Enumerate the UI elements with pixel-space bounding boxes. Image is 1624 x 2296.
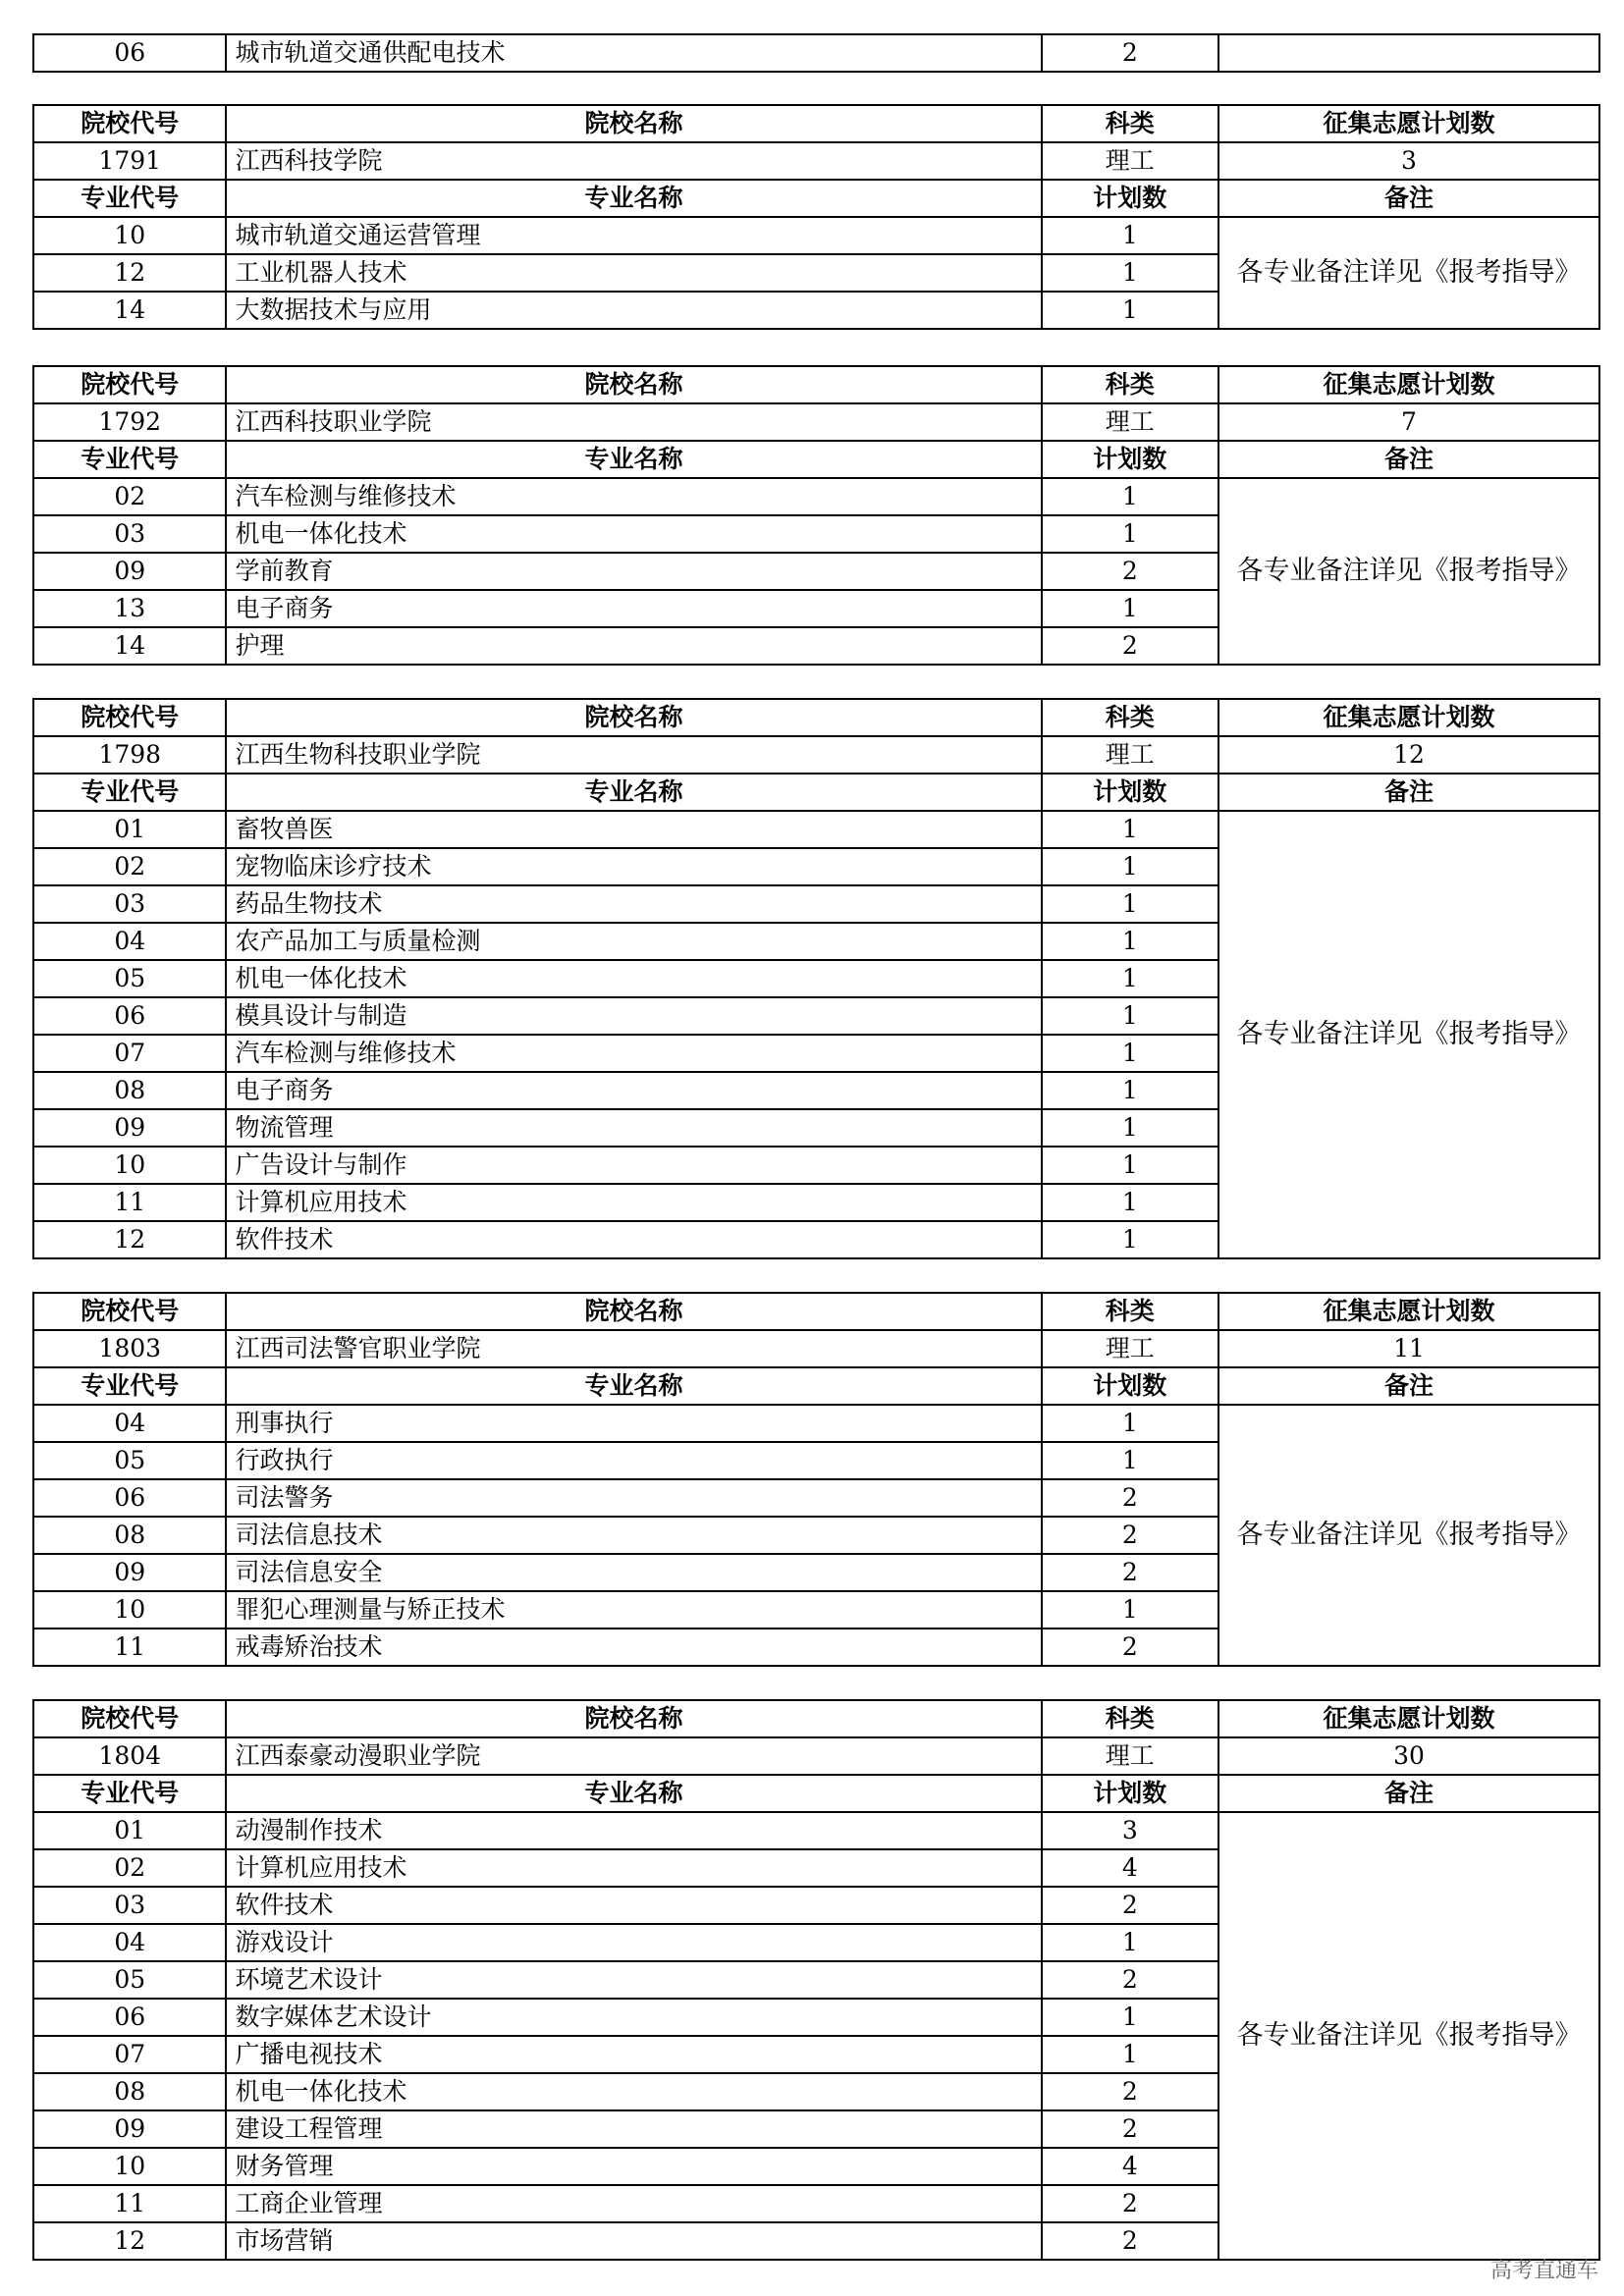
major-code: 09 [33, 553, 226, 590]
table-row [33, 1812, 1599, 1849]
header-school-code: 院校代号 [33, 1293, 226, 1330]
school-code: 1792 [33, 403, 226, 441]
major-name: 广播电视技术 [226, 2036, 1041, 2073]
major-plan: 1 [1042, 1442, 1218, 1479]
major-plan: 1 [1042, 2036, 1218, 2073]
major-code: 06 [33, 1999, 226, 2036]
major-name: 工业机器人技术 [226, 254, 1041, 292]
major-name: 机电一体化技术 [226, 2073, 1041, 2110]
major-name: 计算机应用技术 [226, 1184, 1041, 1221]
header-category: 科类 [1042, 1700, 1218, 1737]
major-plan: 1 [1042, 1109, 1218, 1147]
major-code: 03 [33, 1887, 226, 1924]
remark-note: 各专业备注详见《报考指导》 [1218, 1812, 1599, 2260]
major-code: 02 [33, 478, 226, 515]
major-name: 药品生物技术 [226, 885, 1041, 923]
continued-table [32, 33, 1600, 73]
major-plan: 1 [1042, 1035, 1218, 1072]
table-row [33, 34, 1599, 72]
header-plan-total: 征集志愿计划数 [1218, 699, 1599, 736]
major-code: 12 [33, 1221, 226, 1258]
major-name: 学前教育 [226, 553, 1041, 590]
major-name: 戒毒矫治技术 [226, 1629, 1041, 1666]
major-code: 08 [33, 1072, 226, 1109]
major-name: 市场营销 [226, 2222, 1041, 2260]
header-plan: 计划数 [1042, 1367, 1218, 1405]
header-major-code: 专业代号 [33, 441, 226, 478]
major-name: 数字媒体艺术设计 [226, 1999, 1041, 2036]
major-code: 06 [33, 34, 226, 72]
school-name: 江西司法警官职业学院 [226, 1330, 1041, 1367]
major-name: 动漫制作技术 [226, 1812, 1041, 1849]
header-major-code: 专业代号 [33, 180, 226, 217]
header-remark: 备注 [1218, 1367, 1599, 1405]
major-plan: 1 [1042, 1184, 1218, 1221]
school-table-1791 [32, 104, 1600, 330]
school-info-row [33, 142, 1599, 180]
remark-note: 各专业备注详见《报考指导》 [1218, 811, 1599, 1258]
table-row [33, 217, 1599, 254]
major-plan: 1 [1042, 1999, 1218, 2036]
major-plan: 1 [1042, 217, 1218, 254]
header-plan: 计划数 [1042, 180, 1218, 217]
header-school-name: 院校名称 [226, 366, 1041, 403]
major-name: 城市轨道交通运营管理 [226, 217, 1041, 254]
school-plan-total: 7 [1218, 403, 1599, 441]
school-info-row [33, 1330, 1599, 1367]
header-school-code: 院校代号 [33, 699, 226, 736]
major-name: 司法信息安全 [226, 1554, 1041, 1591]
header-category: 科类 [1042, 699, 1218, 736]
major-code: 03 [33, 515, 226, 553]
major-code: 02 [33, 848, 226, 885]
major-plan: 2 [1042, 34, 1218, 72]
major-name: 司法警务 [226, 1479, 1041, 1517]
major-name: 宠物临床诊疗技术 [226, 848, 1041, 885]
header-school-name: 院校名称 [226, 1293, 1041, 1330]
header-category: 科类 [1042, 105, 1218, 142]
header-school-name: 院校名称 [226, 1700, 1041, 1737]
major-name: 畜牧兽医 [226, 811, 1041, 848]
school-table-1803 [32, 1292, 1600, 1667]
major-code: 04 [33, 923, 226, 960]
header-plan: 计划数 [1042, 441, 1218, 478]
table-row [33, 478, 1599, 515]
major-plan: 2 [1042, 553, 1218, 590]
header-plan-total: 征集志愿计划数 [1218, 105, 1599, 142]
major-code: 03 [33, 885, 226, 923]
major-name: 刑事执行 [226, 1405, 1041, 1442]
major-code: 02 [33, 1849, 226, 1887]
school-plan-total: 12 [1218, 736, 1599, 774]
header-major-name: 专业名称 [226, 441, 1041, 478]
major-code: 10 [33, 1147, 226, 1184]
school-code: 1803 [33, 1330, 226, 1367]
major-name: 计算机应用技术 [226, 1849, 1041, 1887]
header-remark: 备注 [1218, 180, 1599, 217]
header-major-code: 专业代号 [33, 1367, 226, 1405]
major-code: 11 [33, 1629, 226, 1666]
major-name: 汽车检测与维修技术 [226, 1035, 1041, 1072]
header-major-name: 专业名称 [226, 1775, 1041, 1812]
major-code: 12 [33, 2222, 226, 2260]
major-plan: 2 [1042, 1554, 1218, 1591]
remark-note: 各专业备注详见《报考指导》 [1218, 478, 1599, 665]
major-code: 10 [33, 217, 226, 254]
school-name: 江西科技学院 [226, 142, 1041, 180]
school-name: 江西科技职业学院 [226, 403, 1041, 441]
major-plan: 1 [1042, 923, 1218, 960]
major-plan: 4 [1042, 2148, 1218, 2185]
school-code: 1804 [33, 1737, 226, 1775]
major-plan: 4 [1042, 1849, 1218, 1887]
major-plan: 1 [1042, 1147, 1218, 1184]
remark-note: 各专业备注详见《报考指导》 [1218, 217, 1599, 329]
major-code: 12 [33, 254, 226, 292]
school-code: 1791 [33, 142, 226, 180]
major-plan: 1 [1042, 885, 1218, 923]
major-plan: 1 [1042, 960, 1218, 997]
major-name: 机电一体化技术 [226, 515, 1041, 553]
school-header-row [33, 1700, 1599, 1737]
major-name: 模具设计与制造 [226, 997, 1041, 1035]
school-code: 1798 [33, 736, 226, 774]
major-plan: 1 [1042, 478, 1218, 515]
major-code: 11 [33, 2185, 226, 2222]
major-plan: 1 [1042, 254, 1218, 292]
major-code: 11 [33, 1184, 226, 1221]
school-table-1798 [32, 698, 1600, 1259]
major-name: 司法信息技术 [226, 1517, 1041, 1554]
major-plan: 1 [1042, 1591, 1218, 1629]
major-name: 环境艺术设计 [226, 1961, 1041, 1999]
major-name: 罪犯心理测量与矫正技术 [226, 1591, 1041, 1629]
major-name: 物流管理 [226, 1109, 1041, 1147]
major-code: 07 [33, 2036, 226, 2073]
major-code: 01 [33, 811, 226, 848]
header-remark: 备注 [1218, 441, 1599, 478]
major-plan: 2 [1042, 2110, 1218, 2148]
header-plan-total: 征集志愿计划数 [1218, 1700, 1599, 1737]
major-plan: 1 [1042, 1405, 1218, 1442]
school-plan-total: 30 [1218, 1737, 1599, 1775]
major-code: 07 [33, 1035, 226, 1072]
major-plan: 2 [1042, 1517, 1218, 1554]
major-code: 05 [33, 1442, 226, 1479]
major-plan: 2 [1042, 1629, 1218, 1666]
header-major-name: 专业名称 [226, 1367, 1041, 1405]
major-plan: 1 [1042, 515, 1218, 553]
major-plan: 2 [1042, 2073, 1218, 2110]
school-info-row [33, 736, 1599, 774]
major-plan: 1 [1042, 848, 1218, 885]
table-row [33, 811, 1599, 848]
remark-note: 各专业备注详见《报考指导》 [1218, 1405, 1599, 1666]
school-category: 理工 [1042, 1330, 1218, 1367]
major-plan: 1 [1042, 811, 1218, 848]
major-code: 09 [33, 1554, 226, 1591]
header-school-code: 院校代号 [33, 1700, 226, 1737]
major-name: 财务管理 [226, 2148, 1041, 2185]
header-plan: 计划数 [1042, 1775, 1218, 1812]
header-school-code: 院校代号 [33, 105, 226, 142]
major-name: 电子商务 [226, 1072, 1041, 1109]
major-code: 10 [33, 1591, 226, 1629]
major-plan: 2 [1042, 627, 1218, 665]
header-school-name: 院校名称 [226, 105, 1041, 142]
major-name: 机电一体化技术 [226, 960, 1041, 997]
major-name: 软件技术 [226, 1221, 1041, 1258]
school-plan-total: 3 [1218, 142, 1599, 180]
major-name: 广告设计与制作 [226, 1147, 1041, 1184]
school-name: 江西泰豪动漫职业学院 [226, 1737, 1041, 1775]
major-plan: 1 [1042, 1221, 1218, 1258]
major-code: 09 [33, 1109, 226, 1147]
major-code: 14 [33, 627, 226, 665]
school-header-row [33, 366, 1599, 403]
school-plan-total: 11 [1218, 1330, 1599, 1367]
table-row [33, 1405, 1599, 1442]
school-info-row [33, 403, 1599, 441]
major-plan: 2 [1042, 1961, 1218, 1999]
major-plan: 1 [1042, 1072, 1218, 1109]
major-name: 电子商务 [226, 590, 1041, 627]
school-category: 理工 [1042, 1737, 1218, 1775]
major-header-row [33, 1367, 1599, 1405]
major-code: 09 [33, 2110, 226, 2148]
school-table-1792 [32, 365, 1600, 666]
header-school-code: 院校代号 [33, 366, 226, 403]
major-plan: 2 [1042, 2222, 1218, 2260]
watermark: 高考直通车 [1489, 2259, 1598, 2283]
major-code: 04 [33, 1924, 226, 1961]
major-header-row [33, 774, 1599, 811]
major-plan: 3 [1042, 1812, 1218, 1849]
header-remark: 备注 [1218, 774, 1599, 811]
major-header-row [33, 180, 1599, 217]
major-plan: 1 [1042, 590, 1218, 627]
header-plan: 计划数 [1042, 774, 1218, 811]
major-plan: 2 [1042, 1887, 1218, 1924]
major-name: 城市轨道交通供配电技术 [226, 34, 1041, 72]
major-plan: 1 [1042, 997, 1218, 1035]
header-category: 科类 [1042, 366, 1218, 403]
major-name: 护理 [226, 627, 1041, 665]
major-name: 游戏设计 [226, 1924, 1041, 1961]
major-code: 08 [33, 1517, 226, 1554]
major-header-row [33, 441, 1599, 478]
major-code: 08 [33, 2073, 226, 2110]
major-name: 大数据技术与应用 [226, 292, 1041, 329]
major-name: 软件技术 [226, 1887, 1041, 1924]
school-category: 理工 [1042, 736, 1218, 774]
major-plan: 1 [1042, 292, 1218, 329]
school-header-row [33, 699, 1599, 736]
school-header-row [33, 1293, 1599, 1330]
major-plan: 2 [1042, 1479, 1218, 1517]
major-code: 04 [33, 1405, 226, 1442]
school-table-1804 [32, 1699, 1600, 2261]
school-header-row [33, 105, 1599, 142]
major-name: 工商企业管理 [226, 2185, 1041, 2222]
major-code: 06 [33, 1479, 226, 1517]
school-category: 理工 [1042, 142, 1218, 180]
school-name: 江西生物科技职业学院 [226, 736, 1041, 774]
major-code: 14 [33, 292, 226, 329]
school-category: 理工 [1042, 403, 1218, 441]
header-major-code: 专业代号 [33, 1775, 226, 1812]
major-name: 行政执行 [226, 1442, 1041, 1479]
header-plan-total: 征集志愿计划数 [1218, 1293, 1599, 1330]
major-plan: 2 [1042, 2185, 1218, 2222]
remark-cell [1218, 34, 1599, 72]
major-header-row [33, 1775, 1599, 1812]
major-name: 汽车检测与维修技术 [226, 478, 1041, 515]
header-plan-total: 征集志愿计划数 [1218, 366, 1599, 403]
major-code: 06 [33, 997, 226, 1035]
header-remark: 备注 [1218, 1775, 1599, 1812]
major-plan: 1 [1042, 1924, 1218, 1961]
major-code: 13 [33, 590, 226, 627]
school-info-row [33, 1737, 1599, 1775]
header-major-name: 专业名称 [226, 180, 1041, 217]
header-major-code: 专业代号 [33, 774, 226, 811]
major-code: 01 [33, 1812, 226, 1849]
major-name: 农产品加工与质量检测 [226, 923, 1041, 960]
major-code: 10 [33, 2148, 226, 2185]
major-code: 05 [33, 960, 226, 997]
major-name: 建设工程管理 [226, 2110, 1041, 2148]
header-major-name: 专业名称 [226, 774, 1041, 811]
major-code: 05 [33, 1961, 226, 1999]
header-category: 科类 [1042, 1293, 1218, 1330]
header-school-name: 院校名称 [226, 699, 1041, 736]
